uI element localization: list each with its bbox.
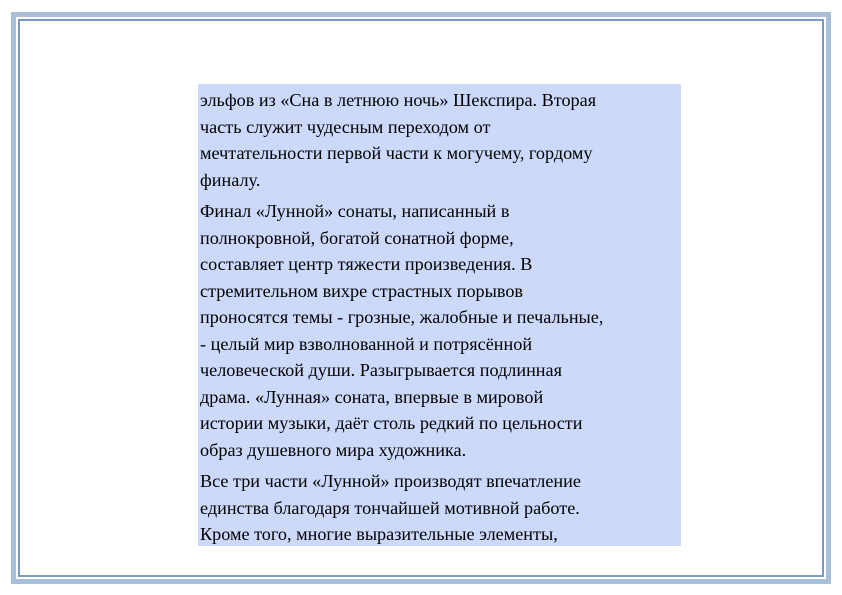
text-line: - целый мир взволнованной и потрясённой — [200, 333, 533, 354]
text-line: истории музыки, даёт столь редкий по цельности — [200, 413, 583, 433]
text-line: стремительном вихре страстных порывов — [200, 280, 524, 301]
text-line: Финал «Лунной» сонаты, написанный в — [200, 201, 510, 221]
paragraph-finale — [200, 198, 679, 463]
text-line: мечтательности первой части к могучему, гордому — [200, 143, 593, 163]
paragraph-shakespeare — [200, 87, 679, 193]
text-line: человеческой души. Разыгрывается подлинная — [200, 360, 562, 380]
text-line: Все три части «Лунной» производят впечатление — [200, 471, 581, 491]
text-line: драма. «Лунная» соната, впервые в мировой — [200, 386, 544, 407]
text-line: полнокровной, богатой сонатной форме, — [200, 227, 514, 248]
paragraph-unity — [200, 468, 679, 546]
text-line: составляет центр тяжести произведения. В — [200, 254, 533, 274]
text-line: эльфов из «Сна в летнюю ночь» Шекспира. Вторая — [200, 90, 597, 110]
slide-text-block — [198, 84, 681, 546]
text-line: Кроме того, многие выразительные элементы, — [200, 524, 558, 544]
text-line: часть служит чудесным переходом от — [200, 116, 491, 137]
text-line: единства благодаря тончайшей мотивной работе. — [200, 497, 580, 518]
text-line: финалу. — [200, 169, 261, 190]
text-line: проносятся темы - грозные, жалобные и печальные, — [200, 307, 604, 327]
text-line: образ душевного мира художника. — [200, 439, 467, 460]
